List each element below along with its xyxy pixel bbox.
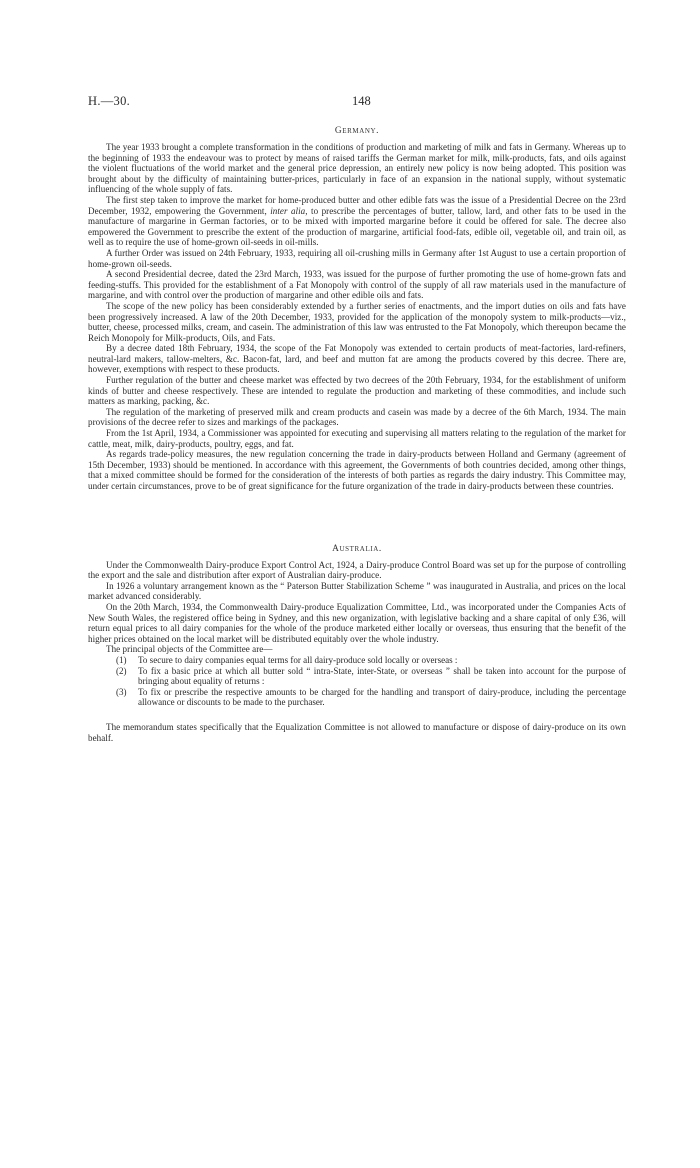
paragraph: A further Order was issued on 24th February, 1933, requiring all oil-crushing mills in Germany after 1st August to use a certain proportion of home-grown oil-seeds. bbox=[88, 247, 626, 269]
list-item bbox=[116, 655, 626, 666]
list-item-number: (1) bbox=[116, 654, 127, 665]
paragraph: In 1926 a voluntary arrangement known as the “ Paterson Butter Stabilization Scheme ” was inaugurated in Australia, and prices on the local market advanced considerably. bbox=[88, 580, 626, 602]
paragraph: Further regulation of the butter and cheese market was effected by two decrees of the 20th February, 1934, for the establishment of uniform kinds of butter and cheese respectively. These are intended to regulate the production and marketing of these commodities, and include such matters as marking, packing, &c. bbox=[88, 375, 626, 407]
paragraph: Under the Commonwealth Dairy-produce Export Control Act, 1924, a Dairy-produce Control Board was set up for the purpose of controlling the export and the sale and distribution after export of Australian dairy-produce. bbox=[88, 559, 626, 581]
list-item-number: (2) bbox=[116, 665, 127, 676]
list-item bbox=[116, 687, 626, 708]
list-item bbox=[116, 666, 626, 687]
paragraph: By a decree dated 18th February, 1934, the scope of the Fat Monopoly was extended to certain products of meat-factories, lard-refiners, neutral-lard makers, tallow-melters, &c. Bacon-fat, lard, and beef and mutton fat are among the products covered by this decree. There are, however, exemptions with respect to these products. bbox=[88, 343, 626, 375]
committee-objects-list bbox=[88, 655, 626, 708]
paragraph: From the 1st April, 1934, a Commissioner was appointed for executing and supervising all matters relating to the regulation of the market for cattle, meat, milk, dairy-products, poultry, eggs, and fat. bbox=[88, 428, 626, 449]
closing-paragraph: The memorandum states specifically that the Equalization Committee is not allowed to manufacture or dispose of dairy-produce on its own behalf. bbox=[88, 721, 626, 743]
document-reference: H.—30. bbox=[88, 94, 131, 108]
paragraph: On the 20th March, 1934, the Commonwealth Dairy-produce Equalization Committee, Ltd., was incorporated under the Companies Acts of New South Wales, the registered office being in Sydney, and this new organization, with legislative backing and a share capital of only £36, will return equal prices to all dairy companies for the whole of the produce marketed either locally or overseas, thus ensuring that the benefit of the higher prices obtained on the local market will be distributed equitably over the whole industry. bbox=[88, 601, 626, 644]
paragraph: The principal objects of the Committee are— bbox=[106, 644, 273, 655]
paragraph-text: The first step taken to improve the market for home-produced butter and other edible fats was the issue of a Presidential Decree on the 23rd December, 1932, empowering the Government, bbox=[88, 194, 626, 216]
paragraph: As regards trade-policy measures, the new regulation concerning the trade in dairy-products between Holland and Germany (agreement of 15th December, 1933) should be mentioned. In accordance with this agreement, the Governments of both countries decided, among other things, that a mixed committee should be formed for the consideration of the interests of both parties as regards the dairy industry. This Committee may, under certain circumstances, prove to be of great significance for the future organization of the trade in dairy-products between these countries. bbox=[88, 449, 626, 491]
italic-phrase: inter alia bbox=[270, 205, 306, 216]
paragraph: The regulation of the marketing of preserved milk and cream products and casein was made by a decree of the 6th March, 1934. The main provisions of the decree refer to sizes and markings of the packages. bbox=[88, 406, 626, 428]
page-header bbox=[88, 94, 626, 116]
document-page bbox=[88, 94, 626, 743]
section-heading-germany: Germany. bbox=[334, 126, 380, 136]
list-item-text: To secure to dairy companies equal terms for all dairy-produce sold locally or overseas : bbox=[138, 654, 458, 665]
list-item-text: To fix or prescribe the respective amounts to be charged for the handling and transport of dairy-produce, including the percentage allowance or discounts to be made to the purchaser. bbox=[138, 686, 626, 708]
section-heading-australia: Australia. bbox=[332, 543, 382, 554]
paragraph bbox=[88, 195, 626, 248]
paragraph: The scope of the new policy has been considerably extended by a further series of enactments, and the import duties on oils and fats have been progressively increased. A law of the 20th December, 1933, provided for the application of the monopoly system to milk-products—viz., butter, cheese, processed milks, cream, and casein. The administration of this law was entrusted to the Fat Monopoly, which thereupon became the Reich Monopoly for Milk-products, Oils, and Fats. bbox=[88, 300, 626, 343]
list-item-text: To fix a basic price at which all butter sold “ intra-State, inter-State, or overseas ” shall be taken into account for the purpose of bringing about equality of returns : bbox=[138, 665, 626, 687]
list-item-number: (3) bbox=[116, 686, 127, 697]
paragraph: A second Presidential decree, dated the 23rd March, 1933, was issued for the purpose of further promoting the use of home-grown fats and feeding-stuffs. This provided for the establishment of a Fat Monopoly with control of the supply of all raw materials used in the manufacture of margarine, and with control over the production of margarine and other edible oils and fats. bbox=[88, 269, 626, 301]
paragraph: The year 1933 brought a complete transformation in the conditions of production and marketing of milk and fats in Germany. Whereas up to the beginning of 1933 the endeavour was to protect by means of raised tariffs the German market for milk, milk-products, fats, and oils against the violent fluctuations of the world market and the general price depression, an entirely new policy is now being adopted. This position was brought about by the difficulty of maintaining butter-prices, particularly in face of an expansion in the national supply, without systematic influencing of the whole supply of fats. bbox=[88, 142, 626, 195]
paragraph-text: , to prescribe the percentages of butter, tallow, lard, and other fats to be used in the manufacture of margarine in German factories, or to be mixed with imported margarine before it could be offered for sale. The decree also empowered the Government to prescribe the extent of the production of margarine, artificial food-fats, edible oil, vegetable oil, and train oil, as well as to require the use of home-grown oil-seeds in oil-mills. bbox=[88, 205, 626, 248]
page-number: 148 bbox=[352, 94, 371, 108]
